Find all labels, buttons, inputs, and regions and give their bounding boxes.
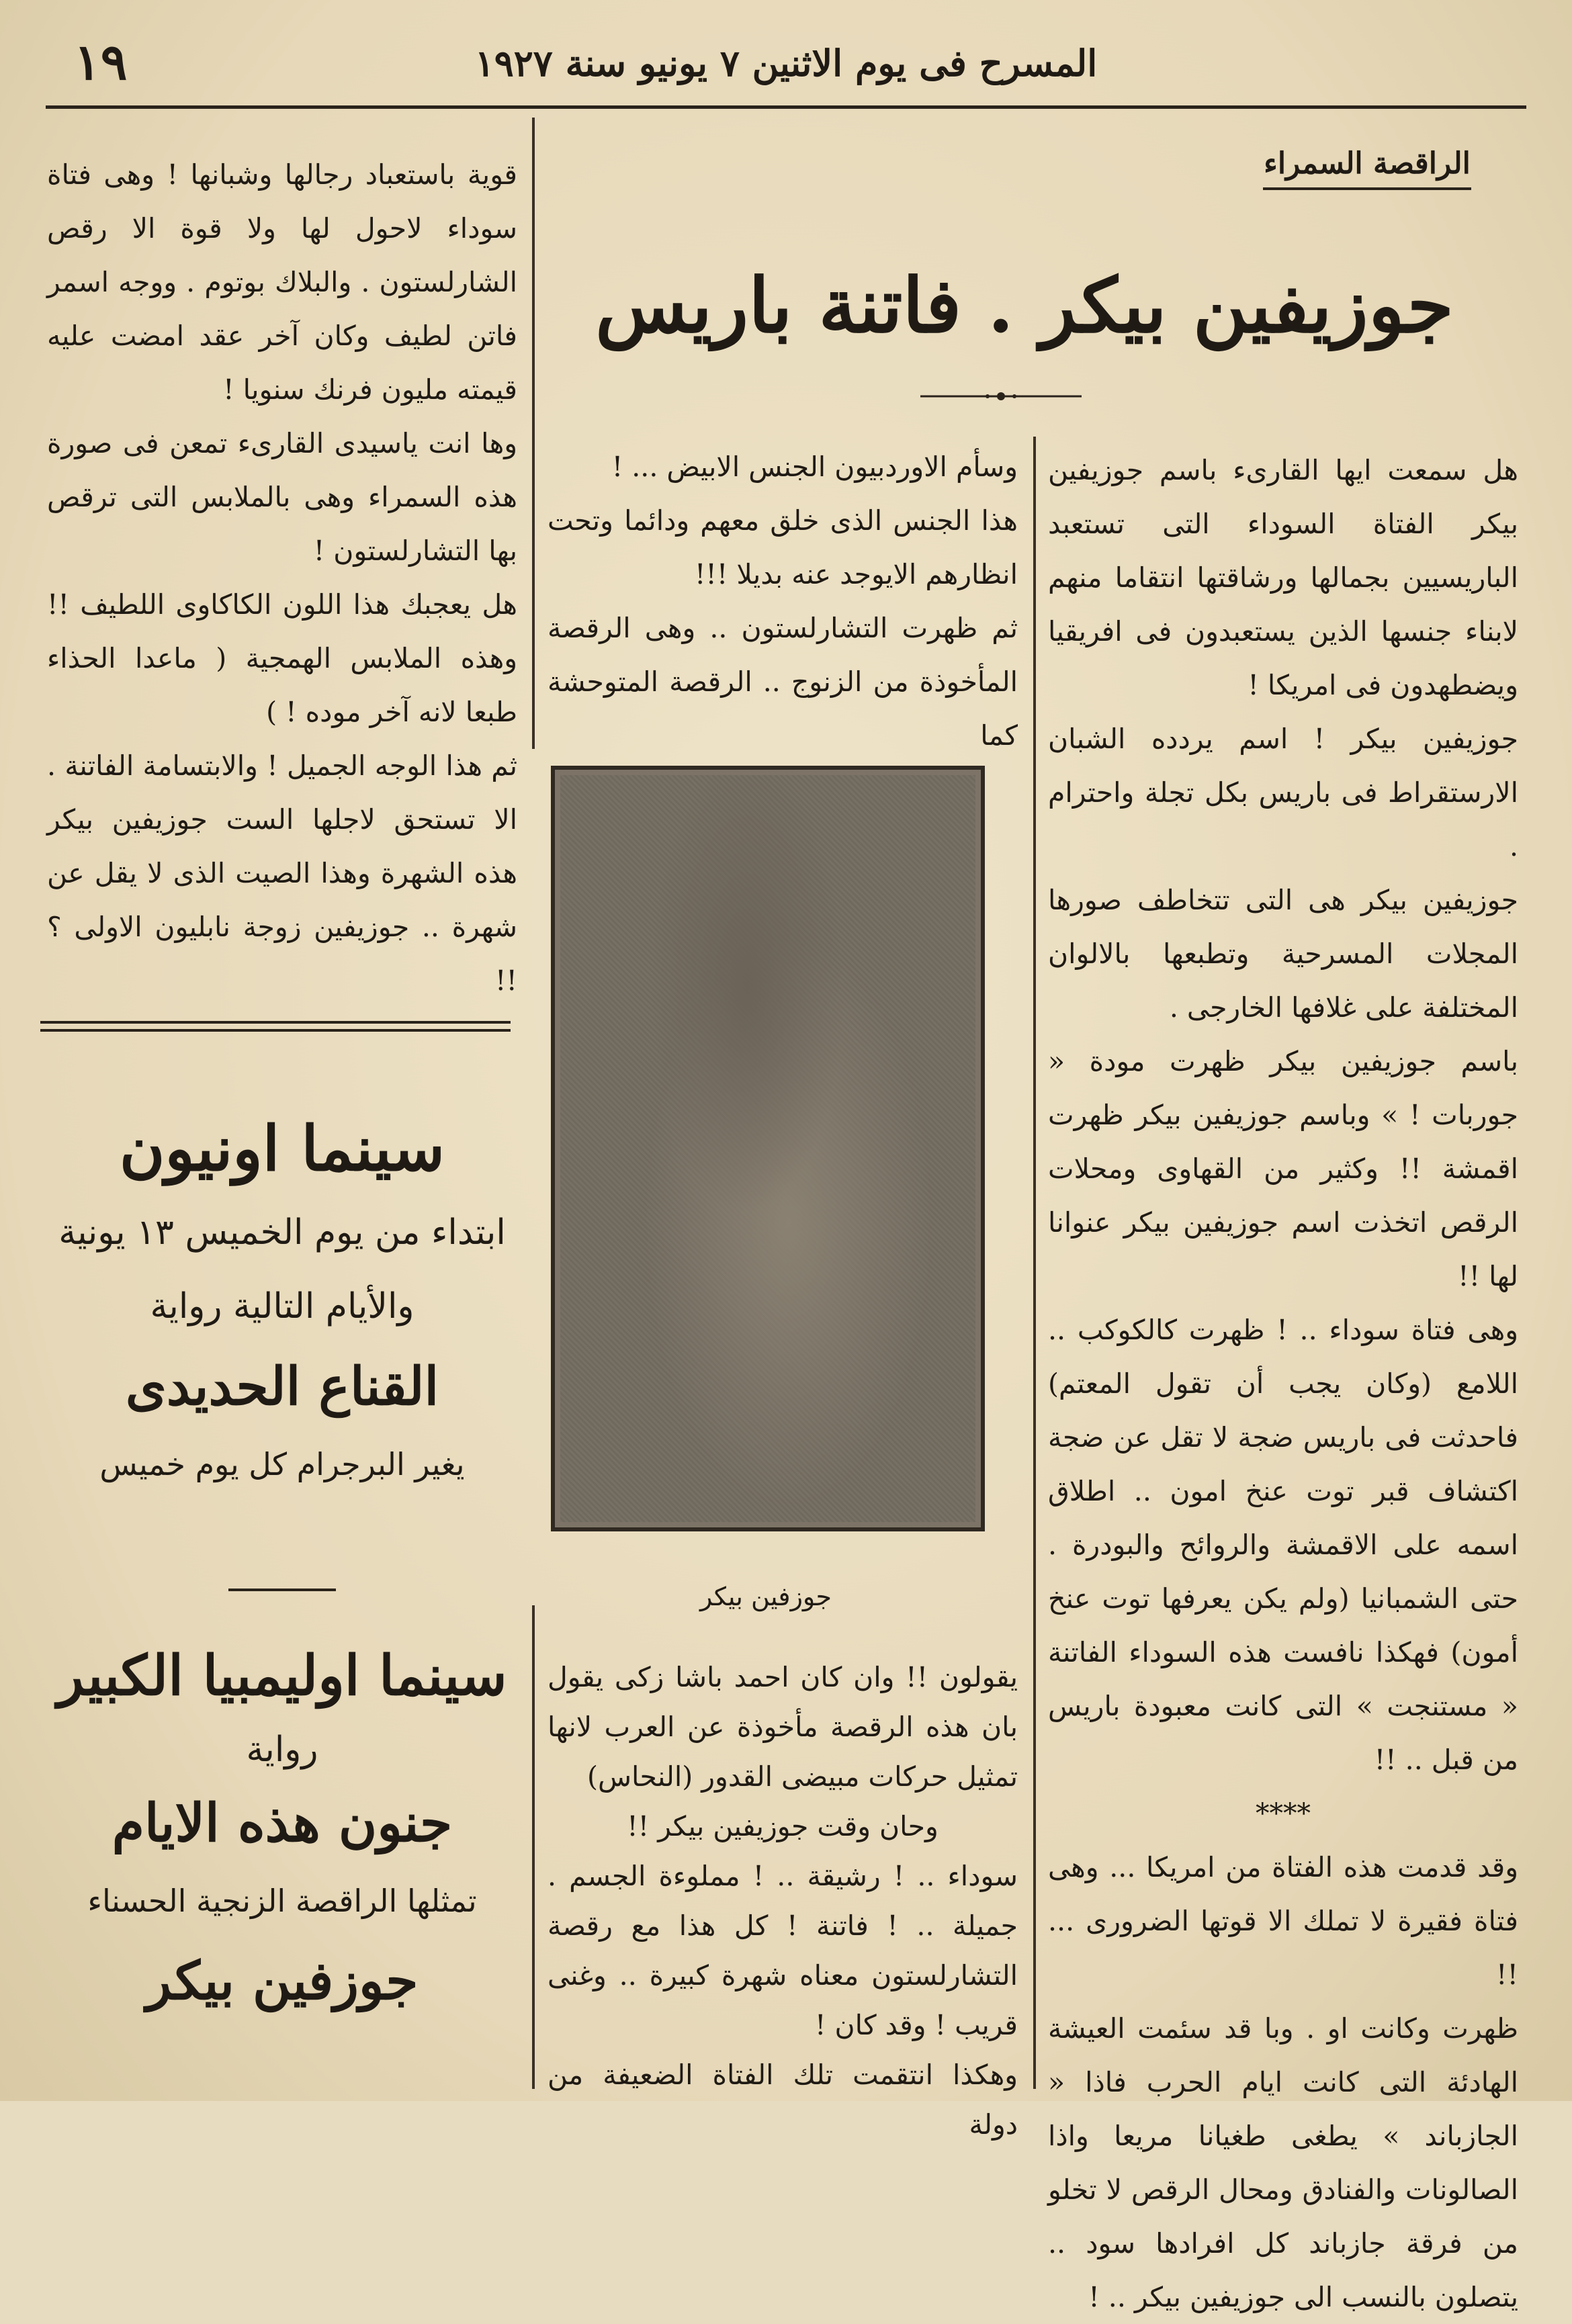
paragraph: هل يعجبك هذا اللون الكاكاوى اللطيف !! وهذه الملابس الهمجية ( ماعدا الحذاء طبعا لانه آخر موده ! ) <box>47 588 517 728</box>
paragraph: جوزيفين بيكر هى التى تتخاطف صورها المجلات المسرحية وتطبعها بالالوان المختلفة على غلافها الخارجى . <box>1048 884 1518 1024</box>
cinema-olympia-ad <box>47 1632 517 2028</box>
paragraph: باسم جوزيفين بيكر ظهرت مودة « جوربات ! » وباسم جوزيفين بيكر ظهرت اقمشة !! وكثير من القهاوى ومحلات الرقص اتخذت اسم جوزيفين بيكر عنوانا لها !! <box>1048 1045 1518 1292</box>
ad-line: رواية <box>246 1730 318 1770</box>
ad-star-name: جوزفين بيكر <box>146 1951 419 2012</box>
paragraph: وهى فتاة سوداء .. ! ظهرت كالكوكب .. اللامع (وكان يجب أن تقول المعتم) فاحدثت فى باريس ضجة لا تقل عن ضجة اكتشاف قبر توت عنخ امون .. اطلاق اسمه على الاقمشة والروائح والبودرة . حتى الشمبانيا (ولم يكن يعرفها توت عنخ أمون) فهكذا نافست هذه السوداء الفاتنة « مستنجت » التى كانت معبودة باريس من قبل .. !! <box>1048 1314 1518 1776</box>
photo-caption: جوزفين بيكر <box>699 1582 832 1611</box>
ad-note: يغير البرجرام كل يوم خميس <box>99 1446 465 1482</box>
column-rule-left <box>532 118 535 749</box>
paragraph: قوية باستعباد رجالها وشبانها ! وهى فتاة سوداء لاحول لها ولا قوة الا رقص الشارلستون . والبلاك بوتوم . ووجه اسمر فاتن لطيف وكان آخر عقد امضت عليه قيمته مليون فرنك سنويا ! <box>47 159 517 406</box>
ad-title: سينما اونيون <box>119 1112 445 1185</box>
section-label: الراقصة السمراء <box>1263 146 1471 190</box>
title-ornament <box>920 390 1082 403</box>
paragraph: ثم ظهرت التشارلستون .. وهى الرقصة المأخوذة من الزنوج .. الرقصة المتوحشة كما <box>548 612 1018 752</box>
ad-divider-top-2 <box>40 1029 511 1032</box>
paragraph: ظهرت وكانت او . وبا قد سئمت العيشة الهادئة التى كانت ايام الحرب فاذا « الجازباند » يطغى طغيانا مريعا واذا الصالونات والفنادق ومحال الرقص لا تخلو من فرقة جازباند كل افرادها سود .. يتصلون بالنسب الى جوزيفين بيكر .. ! <box>1048 2012 1518 2313</box>
paragraph: جوزيفين بيكر ! اسم يردده الشبان الارستقراط فى باريس بكل تجلة واحترام . <box>1048 723 1518 862</box>
page-number: ١٩ <box>74 34 128 91</box>
article-title: جوزيفين بيكر . فاتنة باريس <box>595 262 1454 350</box>
ad-film-title: جنون هذه الايام <box>112 1793 453 1854</box>
ad-line: والأيام التالية رواية <box>150 1286 414 1327</box>
ad-title: سينما اوليمبيا الكبير <box>57 1644 507 1708</box>
paragraph: وحان وقت جوزيفين بيكر !! <box>627 1810 938 1842</box>
paragraph: وهكذا انتقمت تلك الفتاة الضعيفة من دولة <box>548 2059 1018 2141</box>
paragraph: وها انت ياسيدى القارىء تمعن فى صورة هذه السمراء وهى بالملابس التى ترقص بها التشارلستون ! <box>47 427 517 567</box>
ad-line: تمثلها الراقصة الزنجية الحسناء <box>87 1883 477 1919</box>
header-rule <box>46 105 1526 109</box>
ad-divider-top <box>40 1021 511 1024</box>
ad-film-title: القناع الحديدى <box>125 1356 439 1417</box>
paragraph: هذا الجنس الذى خلق معهم ودائما وتحت انظارهم الايوجد عنه بديلا !!! <box>548 504 1018 590</box>
article-column-left <box>47 148 517 1008</box>
article-column-right <box>1048 443 1518 2324</box>
paragraph: يقولون !! وان كان احمد باشا زكى يقول بان هذه الرقصة مأخوذة عن العرب لانها تمثيل حركات مبيضى القدور (النحاس) <box>548 1661 1018 1793</box>
ad-divider-middle <box>228 1589 336 1591</box>
paragraph: هل سمعت ايها القارىء باسم جوزيفين بيكر الفتاة السوداء التى تستعبد الباريسيين بجمالها ورشاقتها انتقاما منهم لابناء جنسها الذين يستعبدون فى افريقيا ويضطهدون فى امريكا ! <box>1048 454 1518 701</box>
paragraph: ثم هذا الوجه الجميل ! والابتسامة الفاتنة . الا تستحق لاجلها الست جوزيفين بيكر هذه الشهرة وهذا الصيت الذى لا يقل عن شهرة .. جوزيفين زوجة نابليون الاولى ؟ !! <box>47 750 517 997</box>
column-rule-left-lower <box>532 1605 535 2089</box>
ad-date-line: ابتداء من يوم الخميس ١٣ يونية <box>58 1212 506 1253</box>
paragraph: وسأم الاوردبيون الجنس الابيض ... ! <box>611 451 1018 483</box>
article-column-middle-bottom <box>548 1652 1018 2149</box>
article-column-middle-top <box>548 440 1018 762</box>
paragraph: سوداء .. ! رشيقة .. ! مملوءة الجسم . جميلة .. ! فاتنة ! كل هذا مع رقصة التشارلستون معناه شهرة كبيرة .. وغنى قريب ! وقد كان ! <box>548 1860 1018 2041</box>
josephine-baker-photo <box>551 766 985 1531</box>
section-stars: **** <box>1256 1797 1311 1830</box>
cinema-union-ad <box>47 1102 517 1498</box>
paragraph: وقد قدمت هذه الفتاة من امريكا ... وهى فتاة فقيرة لا تملك الا قوتها الضرورى ... !! <box>1048 1851 1518 1991</box>
column-rule-right <box>1033 437 1036 2089</box>
running-head: المسرح فى يوم الاثنين ٧ يونيو سنة ١٩٢٧ <box>474 42 1098 85</box>
